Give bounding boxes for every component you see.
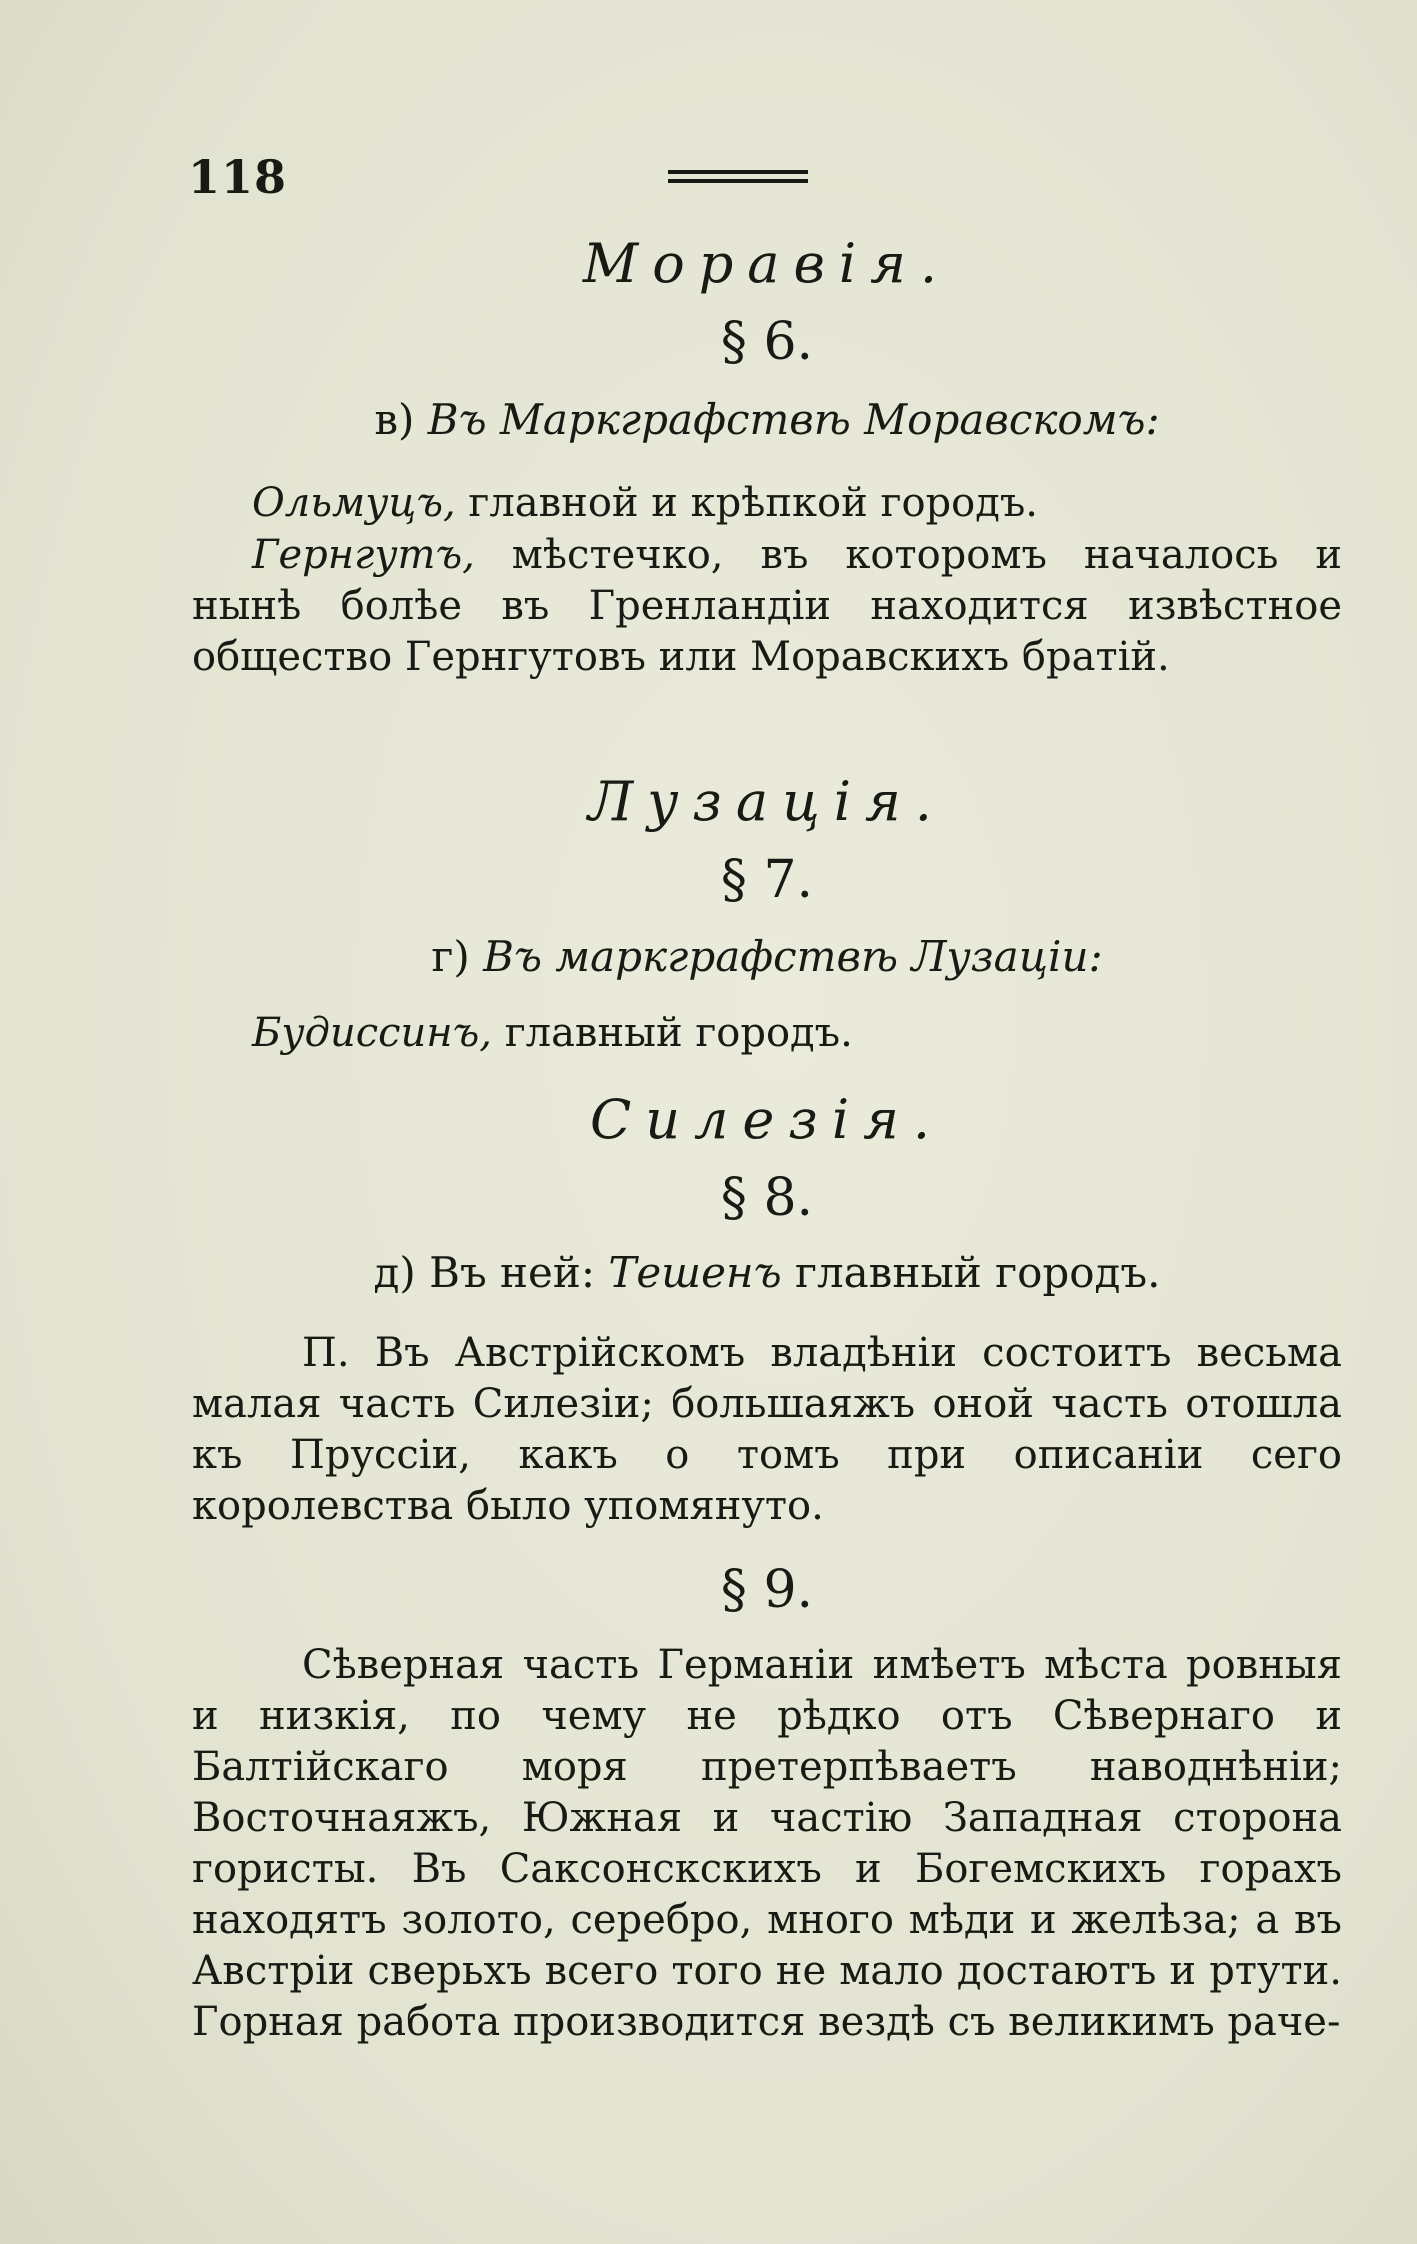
page-number: 118: [188, 150, 288, 204]
silesia-section-mark: § 8.: [720, 1168, 814, 1228]
moravia-line-olmutz: [192, 478, 1342, 529]
budissin-desc: главный городъ.: [492, 1010, 853, 1056]
rule-line-bottom: [668, 179, 808, 183]
lusatia-subheading: [192, 932, 1342, 981]
teschen-name: Тешенъ: [608, 1248, 782, 1297]
moravia-section-mark: § 6.: [720, 312, 814, 372]
herrnhut-name: Гернгутъ,: [252, 532, 475, 578]
lusatia-title: Лузація.: [588, 770, 946, 833]
olmutz-desc: главной и крѣпкой городъ.: [455, 480, 1039, 526]
moravia-subheading: [192, 395, 1342, 444]
header-double-rule: [668, 170, 808, 192]
silesia-subheading: [192, 1248, 1342, 1297]
lusatia-heading-text: Въ маркграфствѣ Лузаціи:: [483, 932, 1103, 981]
moravia-title: Моравія.: [582, 232, 952, 295]
silesia-heading-mid: Въ ней:: [429, 1248, 596, 1297]
lusatia-section-mark: § 7.: [720, 850, 814, 910]
silesia-heading-rest: главный городъ.: [794, 1248, 1161, 1297]
herrnhut-desc: мѣстечко, въ которомъ началось и нынѣ болѣе въ Гренландіи находится извѣстное общество Гернгутовъ или Моравскихъ братій.: [192, 532, 1342, 680]
lusatia-line-budissin: [192, 1008, 1342, 1059]
section9-text: Сѣверная часть Германіи имѣетъ мѣста ровныя и низкія, по чему не рѣдко отъ Сѣвернаго и Балтійскаго моря претерпѣваетъ наводнѣніи; Восточнаяжъ, Южная и частію Западная сторона гористы. Въ Саксонскскихъ и Богемскихъ горахъ находятъ золото, серебро, много мѣди и желѣза; а въ Австріи сверьхъ всего того не мало достаютъ и ртути. Горная работа производится вездѣ съ великимъ раче-: [192, 1642, 1342, 2045]
rule-line-top: [668, 170, 808, 174]
moravia-heading-text: Въ Маркграфствѣ Моравскомъ:: [427, 395, 1160, 444]
lusatia-heading-prefix: г): [431, 932, 470, 981]
moravia-heading-prefix: в): [374, 395, 415, 444]
moravia-para-herrnhut: [192, 530, 1342, 683]
budissin-name: Будиссинъ,: [252, 1010, 492, 1056]
olmutz-name: Ольмуцъ,: [252, 480, 456, 526]
silesia-title: Силезія.: [589, 1088, 945, 1151]
silesia-heading-prefix: д): [373, 1248, 416, 1297]
silesia-note: П. Въ Австрійскомъ владѣніи состоитъ весьма малая часть Силезіи; большаяжъ оной часть отошла къ Пруссіи, какъ о томъ при описаніи сего королевства было упомянуто.: [192, 1330, 1342, 1529]
section9-mark: § 9.: [720, 1560, 814, 1620]
